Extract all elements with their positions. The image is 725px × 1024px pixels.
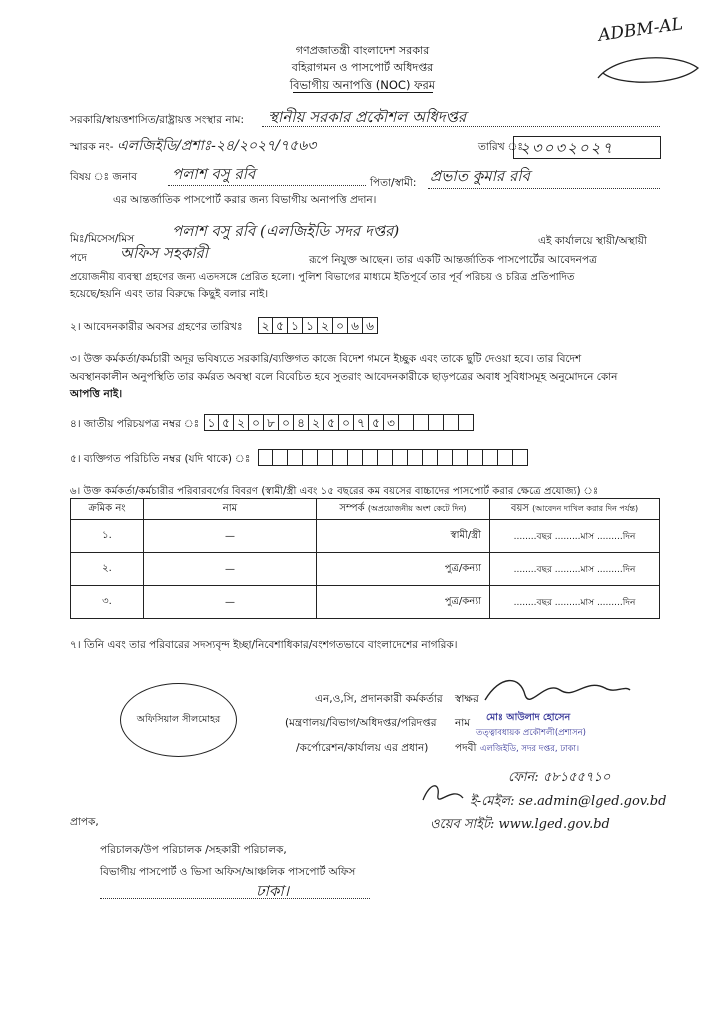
- row-relation: পুত্র/কন্যা: [317, 553, 490, 586]
- digit-cell: ৪: [294, 414, 309, 431]
- col-age: [490, 499, 660, 520]
- digit-cell: ১: [288, 317, 303, 334]
- row-serial: ২.: [71, 553, 144, 586]
- personal-id-boxes: [258, 449, 528, 466]
- memo-value: এলজিইডি/প্রশাঃ-২৪/২০২৭/৭৫৬৩: [117, 138, 317, 154]
- body-suffix: এই কার্যালয়ে স্থায়ী/অস্থায়ী: [538, 235, 647, 247]
- digit-cell: ৫: [273, 317, 288, 334]
- col-serial: ক্রমিক নং: [71, 499, 144, 520]
- header-dept: বহিরাগমন ও পাসপোর্ট অধিদপ্তর: [291, 61, 434, 74]
- date-label: তারিখ ঃ: [478, 141, 523, 153]
- item3-line2: অবস্থানকালীন অনুপস্থিতি তার কর্মরত অবস্থা বলে বিবেচিত হবে সুতরাং আবেদনকারীকে ছাড়পত্রের অবাধ সুবিধাসমূহ অনুমোদনে কোন: [70, 371, 618, 383]
- recipient-line1: পরিচালক/উপ পরিচালক /সহকারী পরিচালক,: [100, 844, 287, 856]
- subject-line2: এর আন্তর্জাতিক পাসপোর্ট করার জন্য বিভাগীয় অনাপত্তি প্রদান।: [113, 194, 377, 206]
- web-handwritten: ওয়েব সাইট: www.lged.gov.bd: [430, 817, 610, 832]
- corner-scribble: ADBM-AL: [597, 14, 685, 46]
- digit-cell: ৩: [384, 414, 399, 431]
- digit-cell: ০: [333, 317, 348, 334]
- row-age: ........বছর .........মাস .........দিন: [490, 553, 660, 586]
- retirement-date-boxes: [258, 317, 378, 334]
- digit-cell: [438, 449, 453, 466]
- recipient-line: [100, 898, 370, 899]
- issuer-line2: (মন্ত্রণালয়/বিভাগ/অধিদপ্তর/পরিদপ্তর: [285, 717, 437, 729]
- item3-line1: ৩। উক্ত কর্মকর্তা/কর্মচারী অদূর ভবিষ্যতে সরকারি/ব্যক্তিগত কাজে বিদেশ গমনে ইচ্ছুক এবং তাকে ছুটি দেওয়া হবে। তার বিদেশ: [70, 353, 582, 365]
- body-text-c: হয়েছে/হয়নি এবং তার বিরুদ্ধে কিছুই বলার নাই।: [70, 288, 269, 300]
- issuer-line3: /কর্পোরেশন/কার্যালয় এর প্রধান): [296, 742, 429, 754]
- digit-cell: ৬: [363, 317, 378, 334]
- digit-cell: [444, 414, 459, 431]
- post-label: পদে: [70, 252, 87, 264]
- family-table: [70, 498, 660, 619]
- digit-cell: ১: [303, 317, 318, 334]
- digit-cell: [363, 449, 378, 466]
- item6-label: ৬। উক্ত কর্মকর্তা/কর্মচারীর পরিবারবর্গের বিবরণ (স্বামী/স্ত্রী এবং ১৫ বছরের কম বয়সের বাচ্চাদের পাসপোর্ট করার ক্ষেত্রে প্রযোজ্য) ঃ: [70, 486, 599, 497]
- father-value: প্রভাত কুমার রবি: [430, 167, 530, 185]
- digit-cell: [348, 449, 363, 466]
- office-line: [262, 126, 660, 127]
- digit-cell: [333, 449, 348, 466]
- digit-cell: [258, 449, 273, 466]
- digit-cell: ২: [258, 317, 273, 334]
- col-relation-note: (অপ্রয়োজনীয় অংশ কেটে দিন): [367, 503, 467, 513]
- digit-cell: ০: [279, 414, 294, 431]
- table-header-row: [71, 499, 660, 520]
- table-row: [71, 553, 660, 586]
- phone-handwritten: ফোন: ৫৮১৫৫৭১০: [508, 770, 611, 785]
- digit-cell: ০: [339, 414, 354, 431]
- digit-cell: [498, 449, 513, 466]
- digit-cell: [453, 449, 468, 466]
- subject-line: [168, 185, 366, 186]
- corner-scribble-loop: [588, 48, 708, 88]
- digit-cell: [459, 414, 474, 431]
- digit-cell: [273, 449, 288, 466]
- row-relation: পুত্র/কন্যা: [317, 586, 490, 619]
- digit-cell: [303, 449, 318, 466]
- row-relation: স্বামী/স্ত্রী: [317, 520, 490, 553]
- recipient-label: প্রাপক,: [70, 816, 99, 828]
- digit-cell: ৮: [264, 414, 279, 431]
- digit-cell: [468, 449, 483, 466]
- date-value: ২৩০৩২০২৭: [520, 139, 615, 157]
- table-row: [71, 520, 660, 553]
- recipient-line2: বিভাগীয় পাসপোর্ট ও ভিসা অফিস/আঞ্চলিক পাসপোর্ট অফিস: [100, 866, 356, 878]
- post-label-sign: পদবী: [455, 742, 477, 754]
- office-value: স্থানীয় সরকার প্রকৌশল অধিদপ্তর: [268, 108, 467, 126]
- initial-mark: [418, 780, 468, 810]
- stamp-office: এলজিইডি, সদর দপ্তর, ঢাকা।: [480, 744, 580, 754]
- email-handwritten: ই-মেইল: se.admin@lged.gov.bd: [470, 794, 667, 809]
- digit-cell: ৭: [354, 414, 369, 431]
- body-prefix: মিঃ/মিসেস/মিস: [70, 233, 135, 245]
- digit-cell: [513, 449, 528, 466]
- digit-cell: [393, 449, 408, 466]
- row-name: —: [144, 520, 317, 553]
- digit-cell: [423, 449, 438, 466]
- seal-label: অফিসিয়াল সীলমোহর: [136, 713, 221, 725]
- recipient-city: ঢাকা।: [256, 882, 290, 900]
- row-age: ........বছর .........মাস .........দিন: [490, 586, 660, 619]
- memo-label: স্মারক নং-: [70, 141, 114, 153]
- digit-cell: ৫: [324, 414, 339, 431]
- row-name: —: [144, 553, 317, 586]
- digit-cell: [399, 414, 414, 431]
- digit-cell: [483, 449, 498, 466]
- digit-cell: [408, 449, 423, 466]
- digit-cell: ২: [309, 414, 324, 431]
- digit-cell: ২: [318, 317, 333, 334]
- item7-text: ৭। তিনি এবং তার পরিবারের সদস্যবৃন্দ ইচ্ছা/নিবেশাধিকার/বংশগতভাবে বাংলাদেশের নাগরিক।: [70, 639, 458, 651]
- row-name: —: [144, 586, 317, 619]
- row-serial: ৩.: [71, 586, 144, 619]
- form-title: বিভাগীয় অনাপত্তি (NOC) ফরম: [289, 78, 436, 92]
- row-age: ........বছর .........মাস .........দিন: [490, 520, 660, 553]
- body-text-a: রূপে নিযুক্ত আছেন। তার একটি আন্তর্জাতিক পাসপোর্টের আবেদনপত্র: [309, 254, 597, 266]
- row-serial: ১.: [71, 520, 144, 553]
- item5-label: ৫। ব্যক্তিগত পরিচিতি নম্বর (যদি থাকে) ঃ: [70, 453, 251, 465]
- body-name: পলাশ বসু রবি (এলজিইডি সদর দপ্তর): [172, 222, 400, 240]
- stamp-name: মোঃ আউলাদ হোসেন: [486, 712, 571, 723]
- col-age-label: বয়স: [510, 502, 529, 514]
- item3-line3: আপত্তি নাই।: [70, 388, 123, 400]
- sign-label: স্বাক্ষর: [455, 693, 479, 705]
- col-age-note: (আবেদন দাখিল করার দিন পর্যন্ত): [532, 503, 639, 513]
- subject-label: বিষয় ঃ জনাব: [70, 171, 138, 183]
- nid-boxes: [204, 414, 474, 431]
- digit-cell: ৬: [348, 317, 363, 334]
- signature-mark: [475, 670, 635, 715]
- title-underline: [293, 92, 433, 93]
- col-relation-label: সম্পর্ক: [339, 502, 365, 514]
- name-label: নাম: [455, 717, 471, 729]
- digit-cell: ৫: [369, 414, 384, 431]
- stamp-post: তত্ত্বাবধায়ক প্রকৌশলী(প্রশাসন): [476, 728, 586, 738]
- header-gov: গণপ্রজাতন্ত্রী বাংলাদেশ সরকার: [295, 44, 430, 57]
- subject-name: পলাশ বসু রবি: [172, 165, 256, 183]
- digit-cell: ২: [234, 414, 249, 431]
- digit-cell: [288, 449, 303, 466]
- body-text-b: প্রয়োজনীয় ব্যবস্থা গ্রহণের জন্য এতদসঙ্গে প্রেরিত হলো। পুলিশ বিভাগের মাধ্যমে ইতিপূর্বে তার পূর্ব পরিচয় ও চরিত্র প্রতিপাদিত: [70, 272, 575, 283]
- father-line: [428, 188, 660, 189]
- digit-cell: [318, 449, 333, 466]
- col-name: নাম: [144, 499, 317, 520]
- col-relation: [317, 499, 490, 520]
- item2-label: ২। আবেদনকারীর অবসর গ্রহণের তারিখঃ: [70, 321, 243, 333]
- father-label: পিতা/স্বামী:: [370, 177, 417, 189]
- digit-cell: ১: [204, 414, 219, 431]
- digit-cell: [378, 449, 393, 466]
- digit-cell: ৫: [219, 414, 234, 431]
- item4-label: ৪। জাতীয় পরিচয়পত্র নম্বর ঃ: [70, 418, 200, 430]
- official-seal: [120, 683, 237, 757]
- digit-cell: [429, 414, 444, 431]
- office-label: সরকারি/স্বায়ত্তশাসিত/রাষ্ট্রায়ত্ত সংস্থার নাম:: [70, 114, 244, 126]
- table-row: [71, 586, 660, 619]
- issuer-line1: এন,ও,সি, প্রদানকারী কর্মকর্তার: [315, 693, 443, 705]
- digit-cell: ০: [249, 414, 264, 431]
- post-value: অফিস সহকারী: [120, 244, 209, 262]
- digit-cell: [414, 414, 429, 431]
